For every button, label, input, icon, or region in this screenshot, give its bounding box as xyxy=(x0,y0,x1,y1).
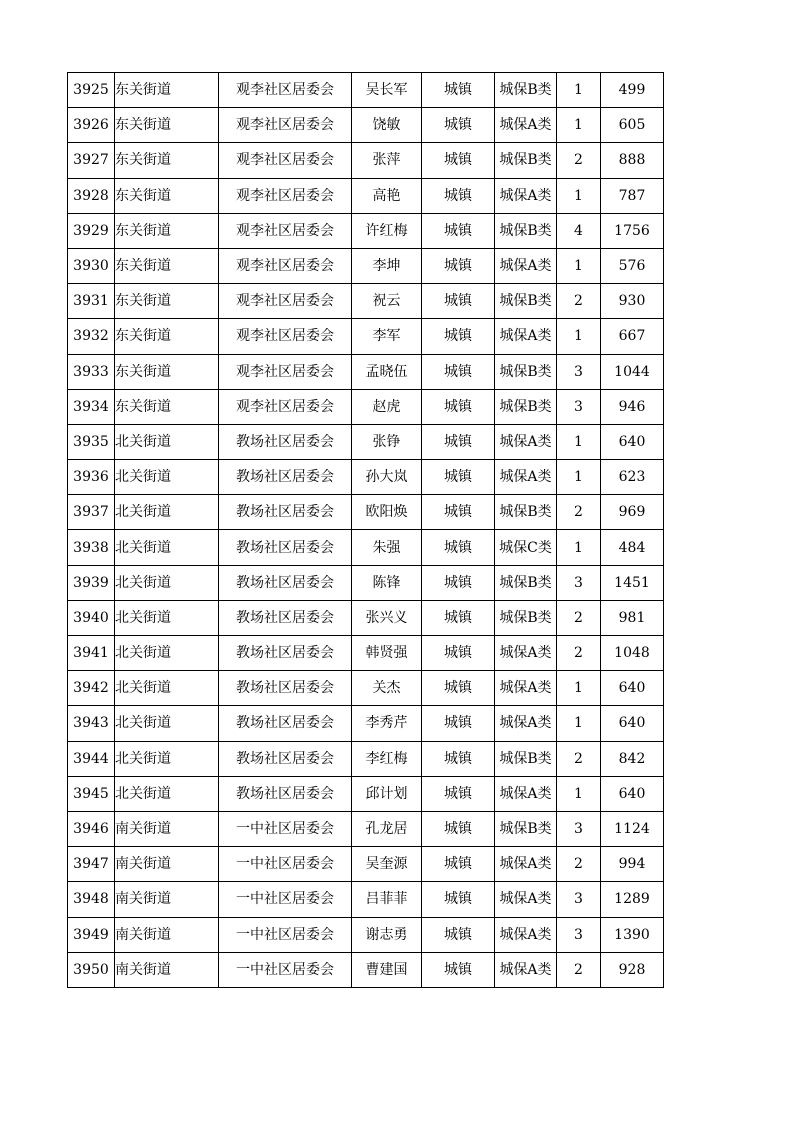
area-type-cell: 城镇 xyxy=(422,495,495,530)
record-id-cell: 3944 xyxy=(68,741,115,776)
person-name-cell: 李秀芹 xyxy=(352,706,422,741)
area-type-cell: 城镇 xyxy=(422,389,495,424)
household-count-cell: 1 xyxy=(557,776,601,811)
household-count-cell: 3 xyxy=(557,354,601,389)
insurance-category-cell: 城保B类 xyxy=(495,284,557,319)
person-name-cell: 饶敏 xyxy=(352,108,422,143)
area-type-cell: 城镇 xyxy=(422,73,495,108)
street-cell: 北关街道 xyxy=(115,741,219,776)
street-cell: 北关街道 xyxy=(115,565,219,600)
household-count-cell: 2 xyxy=(557,952,601,987)
record-id-cell: 3949 xyxy=(68,917,115,952)
record-id-cell: 3945 xyxy=(68,776,115,811)
street-cell: 南关街道 xyxy=(115,952,219,987)
committee-cell: 教场社区居委会 xyxy=(219,530,352,565)
area-type-cell: 城镇 xyxy=(422,671,495,706)
amount-cell: 640 xyxy=(601,776,664,811)
street-cell: 东关街道 xyxy=(115,284,219,319)
roster-body xyxy=(68,73,664,988)
committee-cell: 观李社区居委会 xyxy=(219,143,352,178)
household-count-cell: 3 xyxy=(557,389,601,424)
amount-cell: 1390 xyxy=(601,917,664,952)
street-cell: 北关街道 xyxy=(115,424,219,459)
table-row xyxy=(68,248,664,283)
household-count-cell: 2 xyxy=(557,636,601,671)
record-id-cell: 3948 xyxy=(68,882,115,917)
household-count-cell: 3 xyxy=(557,811,601,846)
amount-cell: 576 xyxy=(601,248,664,283)
amount-cell: 928 xyxy=(601,952,664,987)
record-id-cell: 3943 xyxy=(68,706,115,741)
table-row xyxy=(68,213,664,248)
household-count-cell: 1 xyxy=(557,319,601,354)
committee-cell: 观李社区居委会 xyxy=(219,389,352,424)
record-id-cell: 3938 xyxy=(68,530,115,565)
committee-cell: 教场社区居委会 xyxy=(219,460,352,495)
person-name-cell: 赵虎 xyxy=(352,389,422,424)
amount-cell: 946 xyxy=(601,389,664,424)
record-id-cell: 3929 xyxy=(68,213,115,248)
street-cell: 东关街道 xyxy=(115,319,219,354)
table-row xyxy=(68,460,664,495)
street-cell: 南关街道 xyxy=(115,882,219,917)
insurance-category-cell: 城保B类 xyxy=(495,565,557,600)
table-row xyxy=(68,143,664,178)
household-count-cell: 1 xyxy=(557,73,601,108)
person-name-cell: 张铮 xyxy=(352,424,422,459)
street-cell: 北关街道 xyxy=(115,776,219,811)
household-count-cell: 1 xyxy=(557,530,601,565)
street-cell: 东关街道 xyxy=(115,143,219,178)
area-type-cell: 城镇 xyxy=(422,917,495,952)
committee-cell: 观李社区居委会 xyxy=(219,284,352,319)
street-cell: 南关街道 xyxy=(115,811,219,846)
amount-cell: 1124 xyxy=(601,811,664,846)
committee-cell: 一中社区居委会 xyxy=(219,917,352,952)
record-id-cell: 3937 xyxy=(68,495,115,530)
area-type-cell: 城镇 xyxy=(422,108,495,143)
committee-cell: 观李社区居委会 xyxy=(219,248,352,283)
amount-cell: 994 xyxy=(601,847,664,882)
record-id-cell: 3936 xyxy=(68,460,115,495)
amount-cell: 623 xyxy=(601,460,664,495)
amount-cell: 1044 xyxy=(601,354,664,389)
insurance-category-cell: 城保A类 xyxy=(495,636,557,671)
committee-cell: 一中社区居委会 xyxy=(219,847,352,882)
record-id-cell: 3925 xyxy=(68,73,115,108)
street-cell: 东关街道 xyxy=(115,108,219,143)
amount-cell: 969 xyxy=(601,495,664,530)
person-name-cell: 陈锋 xyxy=(352,565,422,600)
record-id-cell: 3934 xyxy=(68,389,115,424)
insurance-category-cell: 城保A类 xyxy=(495,424,557,459)
committee-cell: 教场社区居委会 xyxy=(219,776,352,811)
household-count-cell: 2 xyxy=(557,495,601,530)
record-id-cell: 3931 xyxy=(68,284,115,319)
table-row xyxy=(68,178,664,213)
amount-cell: 1289 xyxy=(601,882,664,917)
committee-cell: 观李社区居委会 xyxy=(219,354,352,389)
household-count-cell: 1 xyxy=(557,706,601,741)
record-id-cell: 3935 xyxy=(68,424,115,459)
committee-cell: 观李社区居委会 xyxy=(219,213,352,248)
insurance-category-cell: 城保A类 xyxy=(495,671,557,706)
street-cell: 北关街道 xyxy=(115,636,219,671)
committee-cell: 教场社区居委会 xyxy=(219,636,352,671)
insurance-category-cell: 城保A类 xyxy=(495,917,557,952)
area-type-cell: 城镇 xyxy=(422,847,495,882)
table-row xyxy=(68,882,664,917)
insurance-category-cell: 城保B类 xyxy=(495,354,557,389)
amount-cell: 930 xyxy=(601,284,664,319)
amount-cell: 499 xyxy=(601,73,664,108)
area-type-cell: 城镇 xyxy=(422,600,495,635)
household-count-cell: 2 xyxy=(557,847,601,882)
record-id-cell: 3942 xyxy=(68,671,115,706)
table-row xyxy=(68,741,664,776)
person-name-cell: 高艳 xyxy=(352,178,422,213)
area-type-cell: 城镇 xyxy=(422,248,495,283)
area-type-cell: 城镇 xyxy=(422,882,495,917)
household-count-cell: 3 xyxy=(557,917,601,952)
table-row xyxy=(68,530,664,565)
household-count-cell: 2 xyxy=(557,143,601,178)
person-name-cell: 朱强 xyxy=(352,530,422,565)
insurance-category-cell: 城保B类 xyxy=(495,741,557,776)
area-type-cell: 城镇 xyxy=(422,284,495,319)
household-count-cell: 2 xyxy=(557,741,601,776)
person-name-cell: 孟晓伍 xyxy=(352,354,422,389)
area-type-cell: 城镇 xyxy=(422,565,495,600)
committee-cell: 观李社区居委会 xyxy=(219,319,352,354)
street-cell: 北关街道 xyxy=(115,460,219,495)
table-row xyxy=(68,284,664,319)
area-type-cell: 城镇 xyxy=(422,636,495,671)
person-name-cell: 孙大岚 xyxy=(352,460,422,495)
area-type-cell: 城镇 xyxy=(422,952,495,987)
insurance-category-cell: 城保A类 xyxy=(495,706,557,741)
insurance-category-cell: 城保C类 xyxy=(495,530,557,565)
street-cell: 南关街道 xyxy=(115,847,219,882)
household-count-cell: 1 xyxy=(557,108,601,143)
household-count-cell: 1 xyxy=(557,248,601,283)
insurance-category-cell: 城保A类 xyxy=(495,178,557,213)
table-row xyxy=(68,495,664,530)
area-type-cell: 城镇 xyxy=(422,530,495,565)
table-row xyxy=(68,319,664,354)
table-row xyxy=(68,73,664,108)
record-id-cell: 3926 xyxy=(68,108,115,143)
record-id-cell: 3933 xyxy=(68,354,115,389)
amount-cell: 787 xyxy=(601,178,664,213)
amount-cell: 605 xyxy=(601,108,664,143)
record-id-cell: 3928 xyxy=(68,178,115,213)
household-count-cell: 4 xyxy=(557,213,601,248)
area-type-cell: 城镇 xyxy=(422,741,495,776)
record-id-cell: 3947 xyxy=(68,847,115,882)
record-id-cell: 3930 xyxy=(68,248,115,283)
table-row xyxy=(68,671,664,706)
area-type-cell: 城镇 xyxy=(422,354,495,389)
insurance-category-cell: 城保B类 xyxy=(495,389,557,424)
insurance-category-cell: 城保B类 xyxy=(495,213,557,248)
street-cell: 南关街道 xyxy=(115,917,219,952)
area-type-cell: 城镇 xyxy=(422,319,495,354)
amount-cell: 484 xyxy=(601,530,664,565)
street-cell: 东关街道 xyxy=(115,248,219,283)
area-type-cell: 城镇 xyxy=(422,811,495,846)
table-row xyxy=(68,917,664,952)
area-type-cell: 城镇 xyxy=(422,776,495,811)
household-count-cell: 1 xyxy=(557,460,601,495)
person-name-cell: 孔龙居 xyxy=(352,811,422,846)
person-name-cell: 曹建国 xyxy=(352,952,422,987)
person-name-cell: 谢志勇 xyxy=(352,917,422,952)
household-count-cell: 2 xyxy=(557,284,601,319)
person-name-cell: 张兴义 xyxy=(352,600,422,635)
street-cell: 东关街道 xyxy=(115,178,219,213)
insurance-category-cell: 城保A类 xyxy=(495,319,557,354)
insurance-category-cell: 城保A类 xyxy=(495,847,557,882)
roster-table xyxy=(67,72,664,988)
street-cell: 东关街道 xyxy=(115,73,219,108)
amount-cell: 842 xyxy=(601,741,664,776)
table-row xyxy=(68,706,664,741)
area-type-cell: 城镇 xyxy=(422,213,495,248)
table-row xyxy=(68,776,664,811)
amount-cell: 1048 xyxy=(601,636,664,671)
committee-cell: 教场社区居委会 xyxy=(219,495,352,530)
insurance-category-cell: 城保B类 xyxy=(495,811,557,846)
person-name-cell: 吕菲菲 xyxy=(352,882,422,917)
person-name-cell: 吴长军 xyxy=(352,73,422,108)
committee-cell: 观李社区居委会 xyxy=(219,73,352,108)
committee-cell: 教场社区居委会 xyxy=(219,741,352,776)
committee-cell: 一中社区居委会 xyxy=(219,952,352,987)
area-type-cell: 城镇 xyxy=(422,424,495,459)
record-id-cell: 3940 xyxy=(68,600,115,635)
amount-cell: 640 xyxy=(601,671,664,706)
insurance-category-cell: 城保A类 xyxy=(495,776,557,811)
committee-cell: 一中社区居委会 xyxy=(219,882,352,917)
area-type-cell: 城镇 xyxy=(422,178,495,213)
amount-cell: 640 xyxy=(601,706,664,741)
household-count-cell: 2 xyxy=(557,600,601,635)
household-count-cell: 1 xyxy=(557,424,601,459)
street-cell: 北关街道 xyxy=(115,530,219,565)
household-count-cell: 1 xyxy=(557,178,601,213)
insurance-category-cell: 城保B类 xyxy=(495,143,557,178)
committee-cell: 教场社区居委会 xyxy=(219,706,352,741)
table-row xyxy=(68,108,664,143)
insurance-category-cell: 城保B类 xyxy=(495,495,557,530)
committee-cell: 观李社区居委会 xyxy=(219,108,352,143)
record-id-cell: 3950 xyxy=(68,952,115,987)
amount-cell: 667 xyxy=(601,319,664,354)
insurance-category-cell: 城保A类 xyxy=(495,108,557,143)
table-row xyxy=(68,565,664,600)
committee-cell: 教场社区居委会 xyxy=(219,565,352,600)
insurance-category-cell: 城保B类 xyxy=(495,73,557,108)
record-id-cell: 3932 xyxy=(68,319,115,354)
area-type-cell: 城镇 xyxy=(422,143,495,178)
person-name-cell: 祝云 xyxy=(352,284,422,319)
amount-cell: 640 xyxy=(601,424,664,459)
table-row xyxy=(68,424,664,459)
street-cell: 北关街道 xyxy=(115,671,219,706)
person-name-cell: 欧阳焕 xyxy=(352,495,422,530)
person-name-cell: 关杰 xyxy=(352,671,422,706)
street-cell: 东关街道 xyxy=(115,389,219,424)
street-cell: 北关街道 xyxy=(115,495,219,530)
committee-cell: 一中社区居委会 xyxy=(219,811,352,846)
household-count-cell: 1 xyxy=(557,671,601,706)
amount-cell: 981 xyxy=(601,600,664,635)
area-type-cell: 城镇 xyxy=(422,706,495,741)
street-cell: 东关街道 xyxy=(115,213,219,248)
record-id-cell: 3927 xyxy=(68,143,115,178)
table-row xyxy=(68,354,664,389)
amount-cell: 1756 xyxy=(601,213,664,248)
record-id-cell: 3941 xyxy=(68,636,115,671)
committee-cell: 教场社区居委会 xyxy=(219,600,352,635)
street-cell: 东关街道 xyxy=(115,354,219,389)
record-id-cell: 3939 xyxy=(68,565,115,600)
person-name-cell: 李红梅 xyxy=(352,741,422,776)
committee-cell: 教场社区居委会 xyxy=(219,424,352,459)
table-row xyxy=(68,811,664,846)
street-cell: 北关街道 xyxy=(115,600,219,635)
committee-cell: 观李社区居委会 xyxy=(219,178,352,213)
person-name-cell: 邱计划 xyxy=(352,776,422,811)
committee-cell: 教场社区居委会 xyxy=(219,671,352,706)
household-count-cell: 3 xyxy=(557,565,601,600)
insurance-category-cell: 城保A类 xyxy=(495,882,557,917)
insurance-category-cell: 城保A类 xyxy=(495,460,557,495)
person-name-cell: 许红梅 xyxy=(352,213,422,248)
table-row xyxy=(68,847,664,882)
person-name-cell: 张萍 xyxy=(352,143,422,178)
person-name-cell: 李军 xyxy=(352,319,422,354)
person-name-cell: 韩贤强 xyxy=(352,636,422,671)
table-row xyxy=(68,636,664,671)
insurance-category-cell: 城保A类 xyxy=(495,952,557,987)
person-name-cell: 吴奎源 xyxy=(352,847,422,882)
insurance-category-cell: 城保B类 xyxy=(495,600,557,635)
person-name-cell: 李坤 xyxy=(352,248,422,283)
table-row xyxy=(68,600,664,635)
street-cell: 北关街道 xyxy=(115,706,219,741)
amount-cell: 1451 xyxy=(601,565,664,600)
insurance-category-cell: 城保A类 xyxy=(495,248,557,283)
household-count-cell: 3 xyxy=(557,882,601,917)
table-row xyxy=(68,952,664,987)
record-id-cell: 3946 xyxy=(68,811,115,846)
area-type-cell: 城镇 xyxy=(422,460,495,495)
table-row xyxy=(68,389,664,424)
amount-cell: 888 xyxy=(601,143,664,178)
